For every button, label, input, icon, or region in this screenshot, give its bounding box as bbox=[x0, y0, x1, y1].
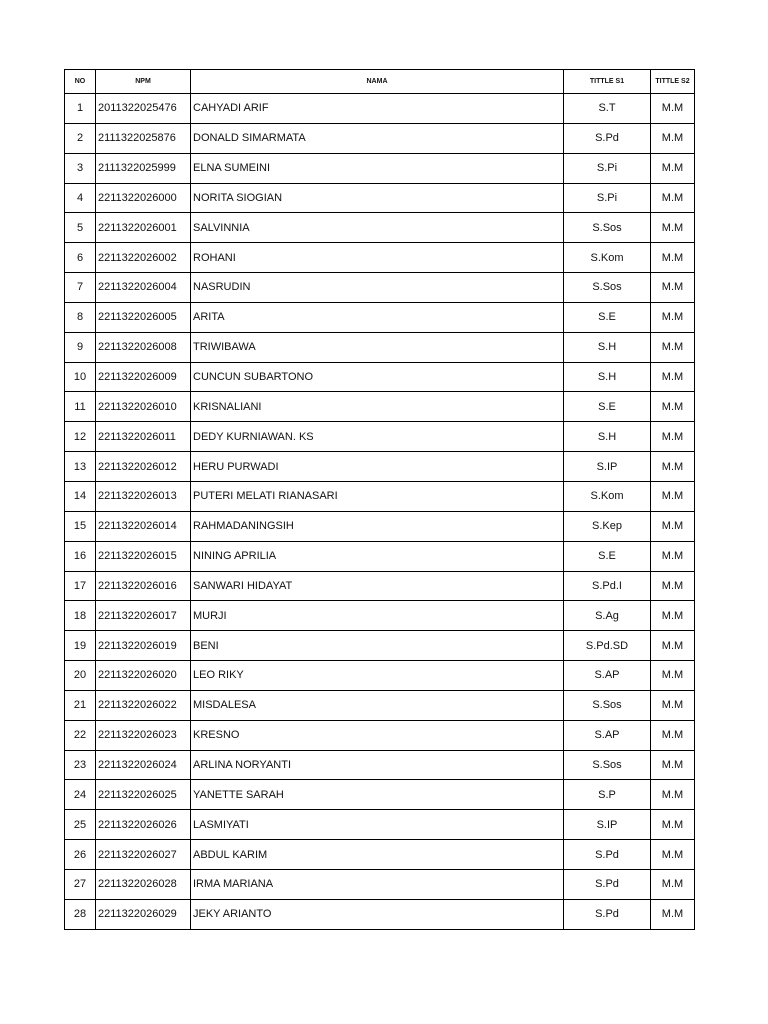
cell-nama: MURJI bbox=[191, 601, 564, 631]
cell-npm: 2211322026014 bbox=[96, 511, 191, 541]
cell-tittle-s1: S.H bbox=[564, 422, 651, 452]
cell-tittle-s1: S.IP bbox=[564, 452, 651, 482]
cell-no: 23 bbox=[65, 750, 96, 780]
cell-tittle-s1: S.Pd.SD bbox=[564, 631, 651, 661]
header-tittle-s1: TITTLE S1 bbox=[564, 70, 651, 94]
cell-tittle-s2: M.M bbox=[651, 720, 695, 750]
cell-no: 11 bbox=[65, 392, 96, 422]
cell-npm: 2011322025476 bbox=[96, 94, 191, 124]
cell-tittle-s1: S.Pd bbox=[564, 869, 651, 899]
table-row bbox=[65, 213, 695, 243]
cell-tittle-s1: S.Ag bbox=[564, 601, 651, 631]
cell-npm: 2211322026016 bbox=[96, 571, 191, 601]
cell-tittle-s1: S.Sos bbox=[564, 750, 651, 780]
table-row bbox=[65, 452, 695, 482]
table-row bbox=[65, 243, 695, 273]
cell-no: 9 bbox=[65, 332, 96, 362]
cell-tittle-s2: M.M bbox=[651, 392, 695, 422]
cell-tittle-s2: M.M bbox=[651, 511, 695, 541]
table-row bbox=[65, 690, 695, 720]
table-row bbox=[65, 601, 695, 631]
cell-nama: TRIWIBAWA bbox=[191, 332, 564, 362]
table-row bbox=[65, 631, 695, 661]
cell-nama: YANETTE SARAH bbox=[191, 780, 564, 810]
cell-tittle-s2: M.M bbox=[651, 899, 695, 929]
cell-tittle-s1: S.E bbox=[564, 541, 651, 571]
cell-nama: DONALD SIMARMATA bbox=[191, 123, 564, 153]
cell-nama: SANWARI HIDAYAT bbox=[191, 571, 564, 601]
table-row bbox=[65, 392, 695, 422]
table-row bbox=[65, 123, 695, 153]
cell-no: 7 bbox=[65, 273, 96, 303]
cell-no: 8 bbox=[65, 302, 96, 332]
cell-npm: 2211322026019 bbox=[96, 631, 191, 661]
cell-no: 28 bbox=[65, 899, 96, 929]
cell-tittle-s1: S.Kep bbox=[564, 511, 651, 541]
cell-tittle-s1: S.H bbox=[564, 362, 651, 392]
cell-no: 12 bbox=[65, 422, 96, 452]
cell-npm: 2211322026004 bbox=[96, 273, 191, 303]
table-row bbox=[65, 541, 695, 571]
table-row bbox=[65, 273, 695, 303]
cell-no: 17 bbox=[65, 571, 96, 601]
student-roster-table bbox=[64, 69, 695, 930]
cell-tittle-s2: M.M bbox=[651, 661, 695, 691]
cell-nama: MISDALESA bbox=[191, 690, 564, 720]
cell-no: 25 bbox=[65, 810, 96, 840]
cell-tittle-s2: M.M bbox=[651, 810, 695, 840]
cell-tittle-s1: S.Pd.I bbox=[564, 571, 651, 601]
cell-tittle-s1: S.AP bbox=[564, 720, 651, 750]
table-row bbox=[65, 780, 695, 810]
table-header bbox=[65, 70, 695, 94]
cell-tittle-s1: S.Kom bbox=[564, 481, 651, 511]
cell-tittle-s1: S.Pd bbox=[564, 123, 651, 153]
cell-no: 3 bbox=[65, 153, 96, 183]
cell-tittle-s1: S.Pd bbox=[564, 899, 651, 929]
cell-no: 24 bbox=[65, 780, 96, 810]
cell-nama: SALVINNIA bbox=[191, 213, 564, 243]
cell-npm: 2211322026017 bbox=[96, 601, 191, 631]
table-row bbox=[65, 153, 695, 183]
cell-nama: NORITA SIOGIAN bbox=[191, 183, 564, 213]
cell-tittle-s2: M.M bbox=[651, 452, 695, 482]
cell-tittle-s1: S.Sos bbox=[564, 690, 651, 720]
header-npm: NPM bbox=[96, 70, 191, 94]
cell-tittle-s2: M.M bbox=[651, 213, 695, 243]
cell-nama: NINING APRILIA bbox=[191, 541, 564, 571]
cell-tittle-s2: M.M bbox=[651, 302, 695, 332]
cell-tittle-s1: S.P bbox=[564, 780, 651, 810]
cell-tittle-s1: S.Pi bbox=[564, 153, 651, 183]
cell-nama: ARLINA NORYANTI bbox=[191, 750, 564, 780]
table-row bbox=[65, 571, 695, 601]
cell-tittle-s2: M.M bbox=[651, 362, 695, 392]
cell-npm: 2211322026012 bbox=[96, 452, 191, 482]
cell-tittle-s2: M.M bbox=[651, 541, 695, 571]
cell-no: 14 bbox=[65, 481, 96, 511]
cell-tittle-s2: M.M bbox=[651, 631, 695, 661]
table-row bbox=[65, 302, 695, 332]
cell-npm: 2111322025999 bbox=[96, 153, 191, 183]
table-row bbox=[65, 362, 695, 392]
header-tittle-s2: TITTLE S2 bbox=[651, 70, 695, 94]
cell-no: 13 bbox=[65, 452, 96, 482]
cell-tittle-s1: S.Pi bbox=[564, 183, 651, 213]
cell-npm: 2211322026002 bbox=[96, 243, 191, 273]
cell-npm: 2211322026024 bbox=[96, 750, 191, 780]
cell-no: 20 bbox=[65, 661, 96, 691]
cell-no: 22 bbox=[65, 720, 96, 750]
header-row bbox=[65, 70, 695, 94]
cell-npm: 2211322026026 bbox=[96, 810, 191, 840]
cell-nama: LEO RIKY bbox=[191, 661, 564, 691]
cell-tittle-s1: S.Sos bbox=[564, 213, 651, 243]
cell-no: 18 bbox=[65, 601, 96, 631]
cell-tittle-s2: M.M bbox=[651, 332, 695, 362]
cell-npm: 2211322026023 bbox=[96, 720, 191, 750]
cell-nama: ABDUL KARIM bbox=[191, 840, 564, 870]
cell-nama: ARITA bbox=[191, 302, 564, 332]
table-row bbox=[65, 869, 695, 899]
cell-tittle-s2: M.M bbox=[651, 243, 695, 273]
table-row bbox=[65, 422, 695, 452]
table-row bbox=[65, 481, 695, 511]
cell-tittle-s2: M.M bbox=[651, 840, 695, 870]
cell-tittle-s1: S.AP bbox=[564, 661, 651, 691]
cell-nama: NASRUDIN bbox=[191, 273, 564, 303]
cell-tittle-s2: M.M bbox=[651, 601, 695, 631]
cell-tittle-s2: M.M bbox=[651, 571, 695, 601]
cell-no: 5 bbox=[65, 213, 96, 243]
cell-npm: 2211322026028 bbox=[96, 869, 191, 899]
cell-npm: 2211322026029 bbox=[96, 899, 191, 929]
cell-tittle-s1: S.IP bbox=[564, 810, 651, 840]
cell-nama: PUTERI MELATI RIANASARI bbox=[191, 481, 564, 511]
cell-tittle-s2: M.M bbox=[651, 690, 695, 720]
cell-no: 19 bbox=[65, 631, 96, 661]
table-row bbox=[65, 183, 695, 213]
cell-nama: ROHANI bbox=[191, 243, 564, 273]
cell-no: 2 bbox=[65, 123, 96, 153]
cell-no: 26 bbox=[65, 840, 96, 870]
cell-nama: LASMIYATI bbox=[191, 810, 564, 840]
cell-tittle-s2: M.M bbox=[651, 183, 695, 213]
table-row bbox=[65, 661, 695, 691]
cell-tittle-s2: M.M bbox=[651, 481, 695, 511]
cell-tittle-s1: S.Kom bbox=[564, 243, 651, 273]
cell-nama: IRMA MARIANA bbox=[191, 869, 564, 899]
table-row bbox=[65, 840, 695, 870]
cell-npm: 2211322026020 bbox=[96, 661, 191, 691]
cell-nama: KRESNO bbox=[191, 720, 564, 750]
cell-no: 10 bbox=[65, 362, 96, 392]
cell-nama: HERU PURWADI bbox=[191, 452, 564, 482]
cell-no: 21 bbox=[65, 690, 96, 720]
cell-nama: KRISNALIANI bbox=[191, 392, 564, 422]
table-row bbox=[65, 750, 695, 780]
cell-no: 16 bbox=[65, 541, 96, 571]
cell-npm: 2211322026008 bbox=[96, 332, 191, 362]
cell-tittle-s2: M.M bbox=[651, 422, 695, 452]
cell-no: 1 bbox=[65, 94, 96, 124]
cell-tittle-s1: S.E bbox=[564, 302, 651, 332]
cell-tittle-s2: M.M bbox=[651, 94, 695, 124]
cell-npm: 2211322026015 bbox=[96, 541, 191, 571]
cell-tittle-s2: M.M bbox=[651, 123, 695, 153]
cell-npm: 2211322026013 bbox=[96, 481, 191, 511]
cell-tittle-s1: S.Sos bbox=[564, 273, 651, 303]
cell-npm: 2211322026011 bbox=[96, 422, 191, 452]
cell-no: 27 bbox=[65, 869, 96, 899]
cell-no: 4 bbox=[65, 183, 96, 213]
table-row bbox=[65, 511, 695, 541]
table-body bbox=[65, 94, 695, 930]
cell-tittle-s2: M.M bbox=[651, 869, 695, 899]
cell-nama: CUNCUN SUBARTONO bbox=[191, 362, 564, 392]
cell-tittle-s2: M.M bbox=[651, 780, 695, 810]
cell-npm: 2211322026001 bbox=[96, 213, 191, 243]
cell-tittle-s1: S.E bbox=[564, 392, 651, 422]
table-row bbox=[65, 810, 695, 840]
cell-nama: JEKY ARIANTO bbox=[191, 899, 564, 929]
cell-tittle-s1: S.Pd bbox=[564, 840, 651, 870]
table-row bbox=[65, 94, 695, 124]
cell-nama: RAHMADANINGSIH bbox=[191, 511, 564, 541]
cell-no: 15 bbox=[65, 511, 96, 541]
cell-npm: 2211322026010 bbox=[96, 392, 191, 422]
table-row bbox=[65, 720, 695, 750]
cell-npm: 2211322026027 bbox=[96, 840, 191, 870]
table-row bbox=[65, 332, 695, 362]
cell-nama: DEDY KURNIAWAN. KS bbox=[191, 422, 564, 452]
cell-nama: BENI bbox=[191, 631, 564, 661]
cell-npm: 2211322026009 bbox=[96, 362, 191, 392]
cell-tittle-s2: M.M bbox=[651, 750, 695, 780]
cell-tittle-s2: M.M bbox=[651, 153, 695, 183]
cell-tittle-s1: S.H bbox=[564, 332, 651, 362]
cell-npm: 2211322026025 bbox=[96, 780, 191, 810]
cell-tittle-s2: M.M bbox=[651, 273, 695, 303]
cell-nama: ELNA SUMEINI bbox=[191, 153, 564, 183]
table-row bbox=[65, 899, 695, 929]
header-no: NO bbox=[65, 70, 96, 94]
cell-npm: 2111322025876 bbox=[96, 123, 191, 153]
cell-tittle-s1: S.T bbox=[564, 94, 651, 124]
cell-npm: 2211322026022 bbox=[96, 690, 191, 720]
cell-npm: 2211322026005 bbox=[96, 302, 191, 332]
cell-npm: 2211322026000 bbox=[96, 183, 191, 213]
cell-no: 6 bbox=[65, 243, 96, 273]
header-nama: NAMA bbox=[191, 70, 564, 94]
cell-nama: CAHYADI ARIF bbox=[191, 94, 564, 124]
